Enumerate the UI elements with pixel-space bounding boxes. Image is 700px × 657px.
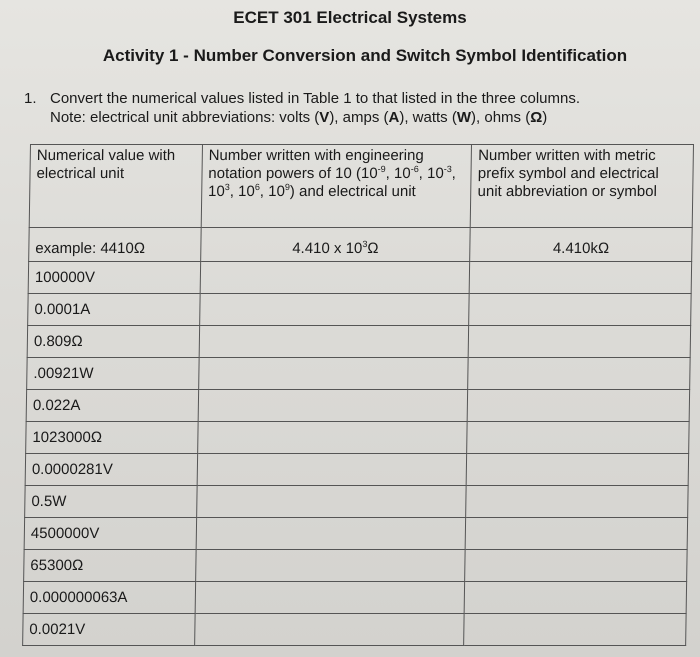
table-row	[25, 486, 689, 518]
header-engineering-notation: Number written with engineering notation powers of 10 ($10^{-9}$, $10^{-6}$, $10^{-3}$, $10^3$, $10^6$, $10^9$) and electrical unit	[201, 145, 472, 228]
metric-answer-cell[interactable]	[469, 294, 691, 326]
engineering-answer-cell[interactable]	[195, 582, 465, 614]
table-row	[27, 326, 691, 358]
value-cell: 0.809Ω	[27, 326, 199, 358]
metric-answer-cell[interactable]	[465, 518, 687, 550]
engineering-answer-cell[interactable]	[200, 262, 470, 294]
value-cell: 0.022A	[26, 390, 198, 422]
value-cell: 0.000000063A	[23, 582, 195, 614]
value-cell: 1023000Ω	[26, 422, 198, 454]
metric-answer-cell[interactable]	[466, 454, 688, 486]
engineering-answer-cell[interactable]	[197, 454, 467, 486]
metric-answer-cell[interactable]	[464, 582, 686, 614]
example-engineering: 4.410 x $10^3\Omega$	[200, 228, 470, 262]
engineering-answer-cell[interactable]	[196, 518, 466, 550]
value-cell: 0.5W	[25, 486, 197, 518]
question-number: 1.	[24, 90, 37, 107]
header-numerical-value: Numerical value with electrical unit	[29, 145, 202, 228]
example-value: example: 4410Ω	[29, 228, 201, 262]
instruction-note: Note: electrical unit abbreviations: volts (V), amps (A), watts (W), ohms (Ω)	[50, 109, 548, 126]
metric-answer-cell[interactable]	[466, 486, 688, 518]
course-title: ECET 301 Electrical Systems	[233, 8, 467, 27]
table-header-row	[29, 145, 693, 228]
value-cell: 0.0021V	[23, 614, 195, 646]
table-row	[28, 262, 692, 294]
instructions	[24, 89, 684, 127]
table-row	[27, 358, 691, 390]
example-row	[29, 228, 693, 262]
table-row	[26, 422, 690, 454]
value-cell: 0.0000281V	[25, 454, 197, 486]
engineering-answer-cell[interactable]	[196, 486, 466, 518]
table-row	[28, 294, 692, 326]
table-row	[24, 550, 688, 582]
value-cell: 4500000V	[24, 518, 196, 550]
value-cell: .00921W	[27, 358, 199, 390]
engineering-answer-cell[interactable]	[199, 294, 469, 326]
metric-answer-cell[interactable]	[467, 422, 689, 454]
instruction-line-1: Convert the numerical values listed in Table 1 to that listed in the three columns.	[50, 90, 581, 107]
example-metric: 4.410kΩ	[470, 228, 692, 262]
header-metric-prefix: Number written with metric prefix symbol and electrical unit abbreviation or symbol	[471, 145, 694, 228]
engineering-answer-cell[interactable]	[198, 358, 468, 390]
metric-answer-cell[interactable]	[467, 390, 689, 422]
metric-answer-cell[interactable]	[468, 358, 690, 390]
table-row	[23, 582, 687, 614]
metric-answer-cell[interactable]	[468, 326, 690, 358]
metric-answer-cell[interactable]	[464, 614, 686, 646]
value-cell: 0.0001A	[28, 294, 200, 326]
engineering-answer-cell[interactable]	[197, 422, 467, 454]
table-row	[23, 614, 687, 646]
conversion-table	[22, 144, 694, 646]
metric-answer-cell[interactable]	[469, 262, 691, 294]
value-cell: 100000V	[28, 262, 200, 294]
engineering-answer-cell[interactable]	[198, 390, 468, 422]
engineering-answer-cell[interactable]	[199, 326, 469, 358]
activity-title: Activity 1 - Number Conversion and Switch Symbol Identification	[102, 46, 628, 65]
engineering-answer-cell[interactable]	[195, 550, 465, 582]
engineering-answer-cell[interactable]	[194, 614, 464, 646]
table-row	[25, 454, 689, 486]
table-row	[26, 390, 690, 422]
table-row	[24, 518, 688, 550]
metric-answer-cell[interactable]	[465, 550, 687, 582]
value-cell: 65300Ω	[24, 550, 196, 582]
